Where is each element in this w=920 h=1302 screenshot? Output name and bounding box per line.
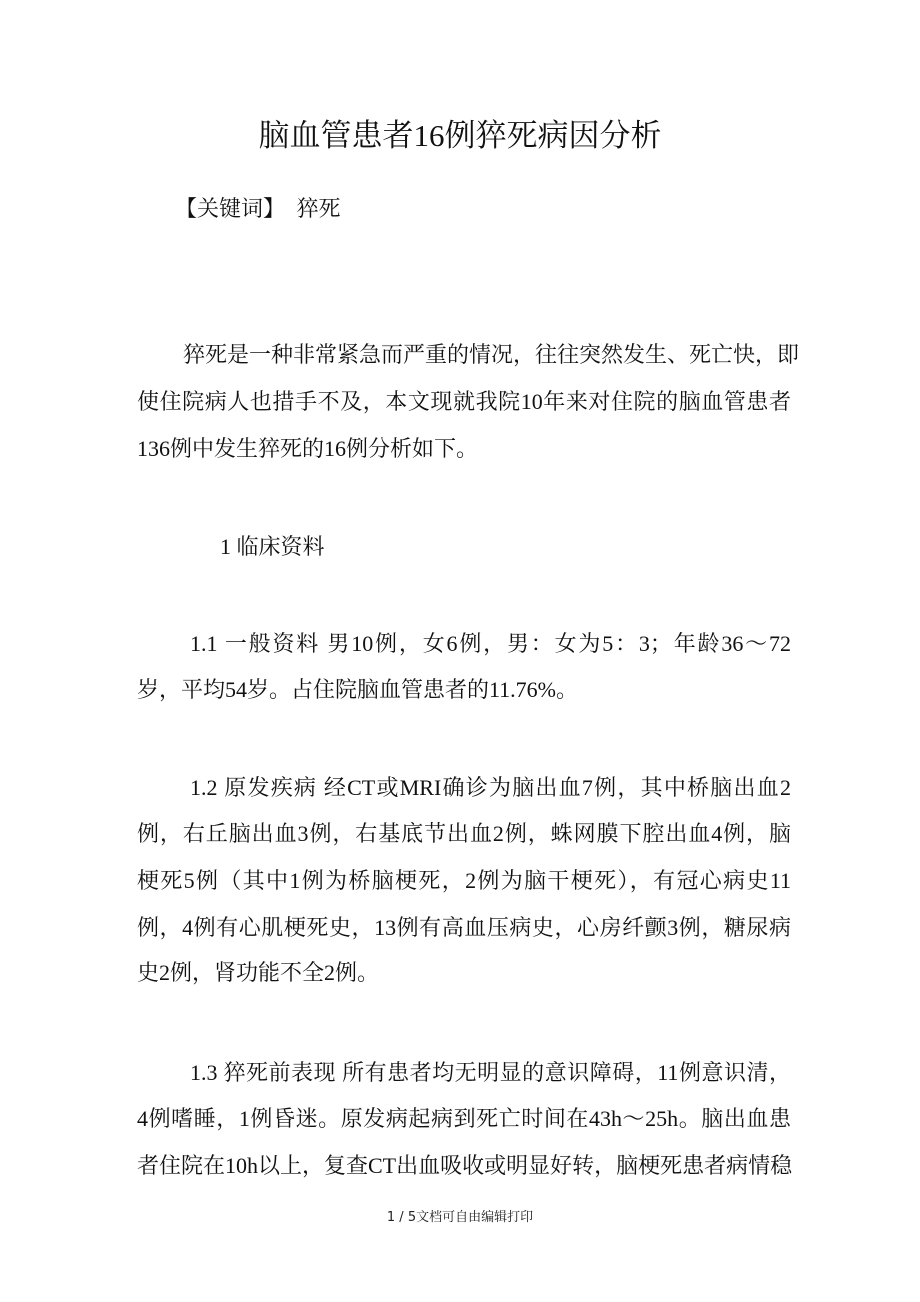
keywords-line <box>175 194 829 224</box>
intro-line: 136例中发生猝死的16例分析如下。 <box>137 436 479 461</box>
keywords-label: 【关键词】 <box>175 196 286 221</box>
document-title: 脑血管患者16例猝死病因分析 <box>258 118 662 153</box>
paragraph-line: 者住院在10h以上，复查CT出血吸收或明显好转，脑梗死患者病情稳 <box>137 1153 793 1178</box>
page-footer: 1 / 5文档可自由编辑打印 <box>386 1210 534 1225</box>
keywords-value: 猝死 <box>296 196 341 221</box>
paragraph-line: 例，4例有心肌梗死史，13例有高血压病史，心房纤颤3例，糖尿病 <box>137 915 791 940</box>
paragraph-line: 1.1 一般资料 男10例，女6例，男：女为5：3；年龄36～72 <box>190 631 791 656</box>
paragraph-line: 1.3 猝死前表现 所有患者均无明显的意识障碍，11例意识清， <box>190 1060 791 1085</box>
paragraph-line: 梗死5例（其中1例为桥脑梗死，2例为脑干梗死），有冠心病史11 <box>137 868 791 893</box>
paragraph-line: 例，右丘脑出血3例，右基底节出血2例，蛛网膜下腔出血4例，脑 <box>137 821 791 846</box>
paragraph-line: 史2例，肾功能不全2例。 <box>137 960 380 985</box>
paragraph-line: 4例嗜睡，1例昏迷。原发病起病到死亡时间在43h～25h。脑出血患 <box>137 1106 791 1131</box>
intro-line: 猝死是一种非常紧急而严重的情况，往往突然发生、死亡快，即 <box>183 342 800 367</box>
paragraph-line: 1.2 原发疾病 经CT或MRI确诊为脑出血7例，其中桥脑出血2 <box>190 775 791 800</box>
paragraph-line: 岁，平均54岁。占住院脑血管患者的11.76%。 <box>137 677 579 702</box>
intro-line: 使住院病人也措手不及，本文现就我院10年来对住院的脑血管患者 <box>137 389 791 414</box>
section-heading: 1 临床资料 <box>220 534 325 559</box>
